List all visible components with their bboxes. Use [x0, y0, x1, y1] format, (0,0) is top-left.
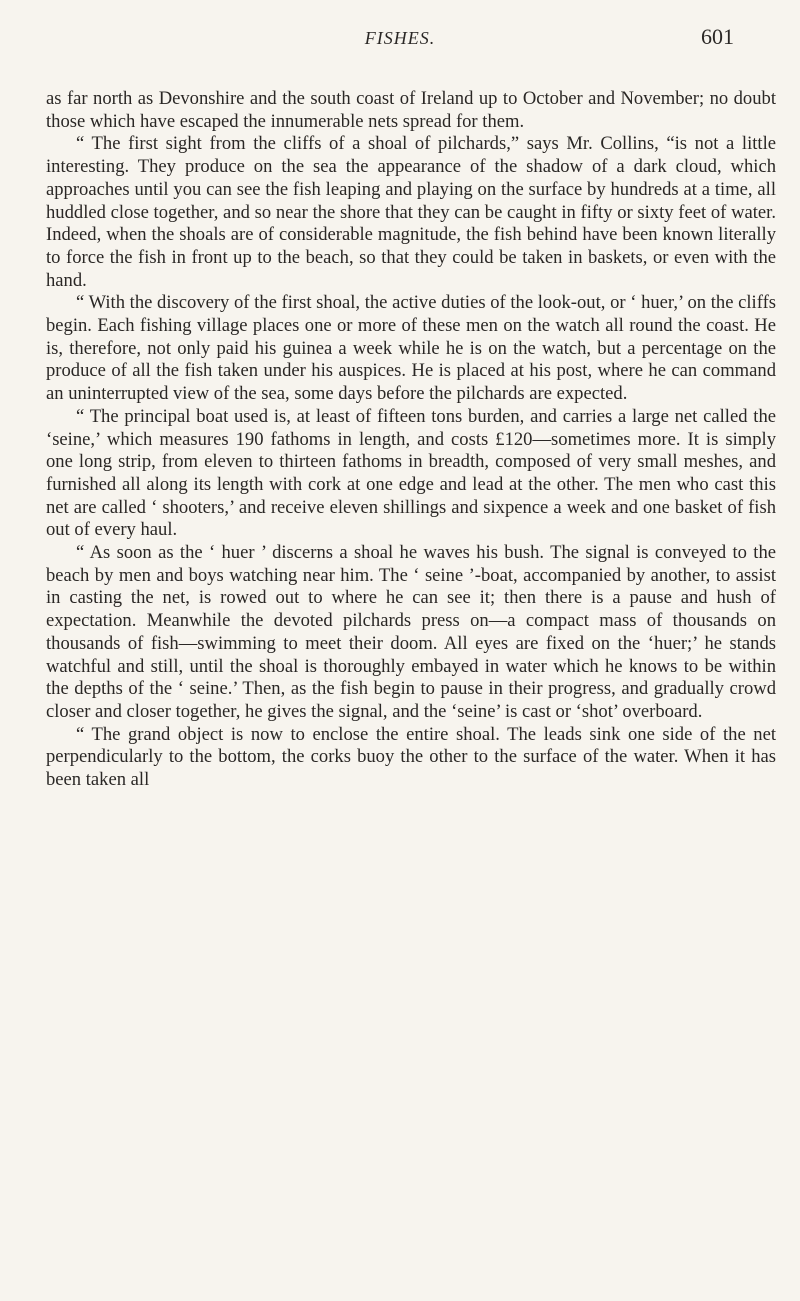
paragraph-3: “ With the discovery of the first shoal, the active duties of the look-out, or ‘ huer,’ on the cliffs begin. Each fishing village places one or more of these men on the watch all round the coast. He is, therefore, not only paid his guinea a week while he is on the watch, but a percentage on the produce of all the fish taken under his auspices. He is placed at his post, where he can command an uninterrupted view of the sea, some days before the pilchards are expected.	[46, 292, 776, 405]
paragraph-2: “ The first sight from the cliffs of a shoal of pilchards,” says Mr. Collins, “is not a little interesting. They produce on the sea the appearance of the shadow of a dark cloud, which approaches until you can see the fish leaping and playing on the surface by hundreds at a time, all huddled close together, and so near the shore that they can be caught in fifty or sixty feet of water. Indeed, when the shoals are of considerable magnitude, the fish behind have been known literally to force the fish in front up to the beach, so that they could be taken in baskets, or even with the hand.	[46, 133, 776, 291]
running-head	[0, 14, 800, 54]
paragraph-5: “ As soon as the ‘ huer ’ discerns a shoal he waves his bush. The signal is conveyed to the beach by men and boys watching near him. The ‘ seine ’-boat, accompanied by another, to assist in casting the net, is rowed out to where he can see it; then there is a pause and hush of expectation. Meanwhile the devoted pilchards press on—a compact mass of thousands on thousands of fish—swimming to meet their doom. All eyes are fixed on the ‘huer;’ he stands watchful and still, until the shoal is thoroughly embayed in water which he knows to be within the depths of the ‘ seine.’ Then, as the fish begin to pause in their progress, and gradually crowd closer and closer together, he gives the signal, and the ‘seine’ is cast or ‘shot’ overboard.	[46, 542, 776, 722]
body-text	[46, 88, 776, 792]
paragraph-1: as far north as Devonshire and the south coast of Ireland up to October and November; no doubt those which have escaped the innumerable nets spread for them.	[46, 88, 776, 132]
paragraph-6: “ The grand object is now to enclose the entire shoal. The leads sink one side of the net perpendicularly to the bottom, the corks buoy the other to the surface of the water. When it has been taken all	[46, 723, 776, 791]
running-title: FISHES.	[364, 28, 436, 48]
page-number: 601	[701, 24, 734, 49]
paragraph-4: “ The principal boat used is, at least of fifteen tons burden, and carries a large net called the ‘seine,’ which measures 190 fathoms in length, and costs £120—sometimes more. It is simply one long strip, from eleven to thirteen fathoms in breadth, composed of very small meshes, and furnished all along its length with cork at one edge and lead at the other. The men who cast this net are called ‘ shooters,’ and receive eleven shillings and sixpence a week and one basket of fish out of every haul.	[46, 405, 776, 541]
